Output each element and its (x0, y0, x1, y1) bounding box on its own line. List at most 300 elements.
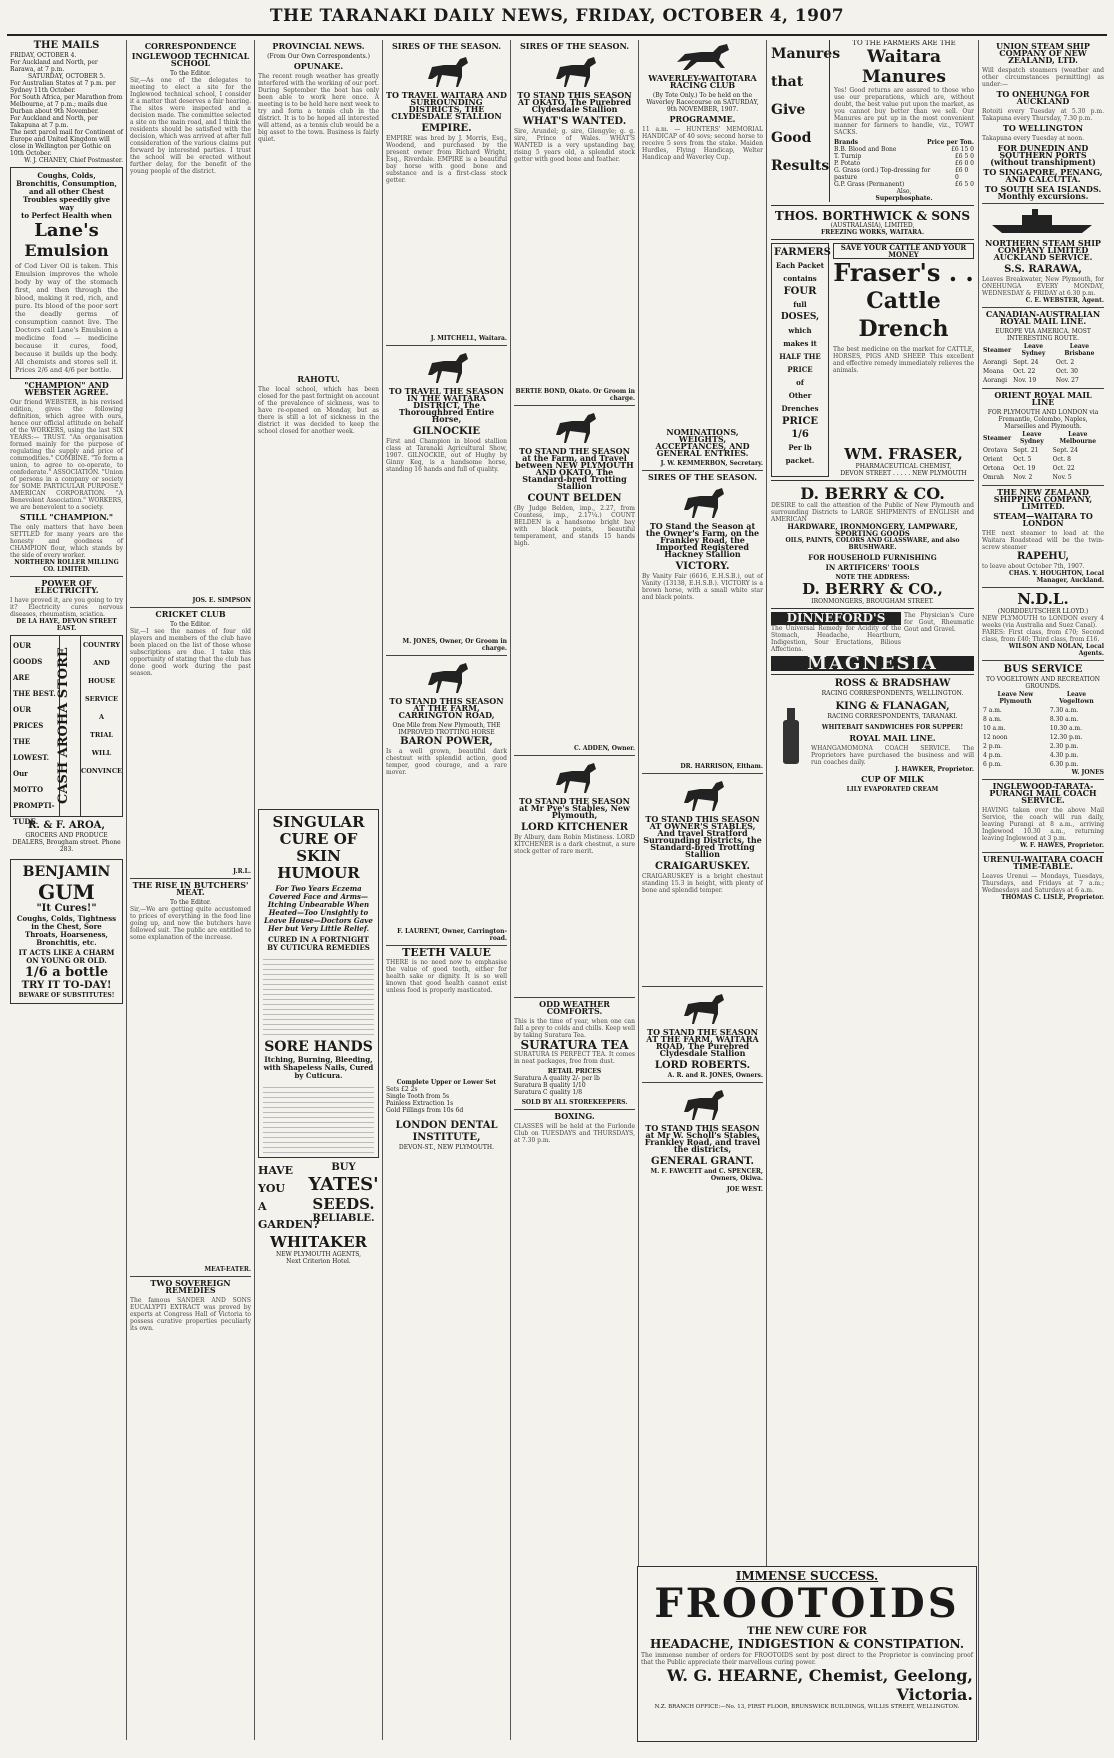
steam-body: THE next steamer to load at the Waitara Roadstead will be the twin-screw steamer (982, 530, 1104, 551)
fraser-name: WM. FRASER, (844, 445, 963, 463)
mails-line: FRIDAY, OCTOBER 4. (10, 52, 77, 59)
south-title: FOR DUNEDIN AND SOUTHERN PORTS (without transhipment) (990, 143, 1096, 167)
king-name: KING & FLANAGAN, (835, 701, 950, 712)
farmers-left-line: full (793, 300, 807, 309)
sires-header-3: SIRES OF THE SEASON. (647, 472, 758, 482)
manures-ad (771, 40, 974, 206)
table-cell: 8 a.m. (983, 716, 1002, 723)
columns (7, 40, 1107, 1740)
ndl-sub: (NORDDEUTSCHER LLOYD.) (997, 608, 1089, 615)
hardware-line: HARDWARE, IRONMONGERY, LAMPWARE, SPORTING GOODS (787, 522, 958, 538)
mails-line: SATURDAY, OCTOBER 5. (28, 73, 105, 80)
frootoids-sign: W. G. HEARNE, Chemist, Geelong, Victoria. (666, 1666, 973, 1704)
table-cell: 12 noon (983, 734, 1008, 741)
teeth-price: Gold Fillings from 10s 6d (386, 1107, 464, 1114)
column-header: Leave Sydney (1021, 343, 1046, 357)
benjamin-cures: "It Cures!" (36, 903, 97, 914)
column-2 (127, 40, 255, 1740)
yates-seeds-ad (258, 1162, 379, 1234)
lanes-line: and all other Chest (28, 187, 105, 196)
cuticura-text-block (263, 955, 374, 1035)
column-header: Leave Brisbane (1064, 343, 1095, 357)
count-name: COUNT BELDEN (527, 493, 622, 504)
remedies-title: TWO SOVEREIGN REMEDIES (150, 1278, 231, 1295)
table-cell: 6 p.m. (983, 761, 1003, 768)
orient-sub: FOR PLYMOUTH AND LONDON via Fremantle, Colombo, Naples, Marseilles and Plymouth. (987, 409, 1099, 430)
retail-prices (514, 1075, 635, 1096)
kitchener-body: By Albury, dam Robin Mistiness. LORD KITCHENER is a dark chestnut, a sure stock getter of rare merit. (514, 834, 635, 855)
table-row (982, 455, 1104, 464)
retail-price: Suratura B quality 1/10 (514, 1082, 586, 1089)
bus-sub: TO VOGELTOWN AND RECREATION GROUNDS. (985, 676, 1101, 690)
column-header: Leave Melbourne (1059, 431, 1097, 445)
table-cell: Aorangi (983, 359, 1008, 366)
dinneford-safest: The Physician's Cure for Gout, Rheumatic Gout and Gravel. (904, 612, 974, 633)
odd-weather-body: This is the time of year, when one can fall a prey to colds and chills. Keep well by taking Suratura Tea. (514, 1018, 635, 1039)
manures-body: Yes! Good returns are assured to those who use our preparations, which are, without doubt, the best value put upon the market, as you cannot buy better than we sell. Our Manures are put up in the most convenient manner for farmers to handle, viz., TOWT SACKS. (834, 87, 974, 136)
fraser-sub: PHARMACEUTICAL CHEMIST, (855, 463, 952, 470)
gilnockie-name: GILNOCKIE (412, 426, 481, 437)
table-cell: Sept. 24 (1013, 359, 1039, 366)
empire-title: TO TRAVEL WAITARA AND SURROUNDING DISTRICTS, THE CLYDESDALE STALLION (386, 90, 507, 121)
teeth-body: THERE is no need now to emphasise the value of good teeth, either for health sake or dignity. It is so well known that good health cannot exist unless food is properly masticated. (386, 959, 507, 994)
rarawa-body: Leaves Breakwater, New Plymouth, for ONEHUNGA EVERY MONDAY, WEDNESDAY & FRIDAY at 6.30 p.m. (982, 276, 1104, 297)
suratura-body: SURATURA IS PERFECT TEA. It comes in neat packages, free from dust. (514, 1051, 635, 1065)
wanted-body: Sire, Arundel; g. sire, Glengyle; g. g. sire, Prince of Wales. WHAT'S WANTED is a very upstanding bay, rising 5 years old, a splendid stock getter with good bone and feather. (514, 128, 635, 163)
table-cell: 6.30 p.m. (1049, 761, 1079, 768)
table-cell: 4.30 p.m. (1049, 752, 1079, 759)
table-cell: Sept. 24 (1052, 447, 1078, 454)
rarawa-name: S.S. RARAWA, (1004, 264, 1082, 275)
canadian-table (982, 342, 1104, 385)
gilnockie-body: First and Champion in blood stallion class at Taranaki Agricultural Show, 1907. GILNOCKIE, out of Hughy by Ginny Keg, is a handsome horse, standing 16 hands and full of quality. (386, 438, 507, 473)
new-cure-line: THE NEW CURE FOR (747, 1626, 867, 1637)
correspondence-header: CORRESPONDENCE (144, 41, 237, 51)
brand-name: G.P. Grass (Permanent) (834, 181, 905, 188)
houghton-sign: CHAS. Y. HOUGHTON, Local Manager, Auckland. (1008, 570, 1104, 584)
horse-icon (422, 349, 472, 385)
benjamin-gum-ad (10, 859, 123, 1004)
dental-addr: DEVON-ST., NEW PLYMOUTH. (398, 1144, 495, 1151)
sore-hands-title: SORE HANDS (264, 1039, 373, 1055)
table-cell: 2 p.m. (983, 743, 1003, 750)
cricket-editor: To the Editor. (169, 621, 212, 628)
teeth-price: Sets £2 2s (386, 1086, 418, 1093)
nz-shipping-title: THE NEW ZEALAND SHIPPING COMPANY, LIMITED. (993, 487, 1093, 511)
hawes-sign: W. F. HAWES, Proprietor. (1019, 842, 1104, 849)
racing-line-2: RACING CORRESPONDENTS, TARANAKI. (827, 713, 958, 720)
table-cell: Nov. 19 (1013, 377, 1037, 384)
grant-name: GENERAL GRANT. (651, 1156, 754, 1167)
baron-body: Is a well grown, beautiful dark chestnut with splendid action, good temper, good courage, and a rare mover. (386, 748, 507, 776)
table-cell: Nov. 5 (1052, 474, 1072, 481)
borthwick-sub: (AUSTRALASIA), LIMITED, (830, 222, 915, 229)
horse-icon (550, 409, 600, 445)
northern-title: NORTHERN STEAM SHIP COMPANY LIMITED AUCKLAND SERVICE. (985, 238, 1101, 262)
victory-name: VICTORY. (675, 561, 730, 572)
brand-name: P. Potato (834, 160, 861, 167)
wanted-name: WHAT'S WANTED. (522, 116, 627, 127)
wanted-title: TO STAND THIS SEASON AT OKATO, The Purebred Clydesdale Stallion (517, 90, 632, 114)
craig-title: TO STAND THIS SEASON AT OWNER'S STABLES, And travel Stratford Surrounding Districts, the Standard-bred Trotting Stallion (643, 814, 762, 859)
store-right-line: WILL (91, 749, 112, 757)
table-header-row (982, 342, 1104, 358)
dehaye-name: DE LA HAYE, DEVON STREET EAST. (16, 618, 117, 632)
baron-sub: One Mile from New Plymouth, THE IMPROVED TROTTING HORSE (392, 722, 501, 736)
yates-label: YATES' (308, 1174, 379, 1195)
benjamin-try: TRY IT TO-DAY! (21, 980, 112, 991)
manures-word: Manures (771, 46, 841, 62)
miller-name: NORTHERN ROLLER MILLING CO. LIMITED. (14, 559, 119, 573)
column-4 (383, 40, 511, 1740)
whitaker-addr: Next Criterion Hotel. (286, 1258, 351, 1265)
count-title: TO STAND THE SEASON at the Farm, and Travel between NEW PLYMOUTH AND OKATO, The Standard-bred Trotting Stallion (515, 446, 634, 491)
sold-by: SOLD BY ALL STOREKEEPERS. (521, 1099, 628, 1106)
farmers-left-line: of (796, 378, 804, 387)
bus-sign: W. JONES (1071, 769, 1104, 776)
table-cell: Nov. 27 (1055, 377, 1079, 384)
drench-body: The best medicine on the market for CATTLE, HORSES, PIGS AND SHEEP. This excellent and effective remedy immediately relieves the animals. (833, 346, 974, 374)
magnesia-banner: MAGNESIA (771, 656, 974, 671)
brand-row (834, 160, 974, 167)
table-row (982, 715, 1104, 724)
farmers-left-line: PRICE (787, 365, 813, 374)
table-cell: Oct. 22 (1052, 465, 1075, 472)
store-line: OUR (13, 705, 32, 714)
grant-sign: M. F. FAWCETT and C. SPENCER, Owners, Okiwa. (650, 1168, 763, 1182)
fraser-addr: DEVON STREET . . . . . NEW PLYMOUTH (840, 470, 967, 477)
horse-icon (550, 53, 600, 89)
table-row (982, 760, 1104, 769)
cricket-title: CRICKET CLUB (155, 609, 226, 619)
grant-title: TO STAND THIS SEASON at Mr W. Scholl's Stables, Frankley Road, and travel the districts, (644, 1123, 761, 1154)
also-label: Also, (896, 188, 912, 195)
roberts-sign: A. R. and R. JONES, Owners. (667, 1072, 763, 1079)
benjamin-acts: IT ACTS LIKE A CHARM ON YOUNG OR OLD. (18, 948, 115, 965)
champion-title: "CHAMPION" AND WEBSTER AGREE. (24, 380, 109, 397)
horse-icon (678, 990, 728, 1026)
lanes-product: Emulsion (24, 241, 109, 260)
uss-company: UNION STEAM SHIP COMPANY OF NEW ZEALAND, LTD. (996, 41, 1090, 65)
electricity-body: I have proved it, are you going to try it? Electricity cures nervous diseases, rheumatism, sciatica. (10, 597, 123, 618)
table-cell: 7.30 a.m. (1049, 707, 1079, 714)
store-right-line: TRIAL (90, 731, 113, 739)
orient-table (982, 430, 1104, 482)
table-row (982, 464, 1104, 473)
teeth-prices-title: Complete Upper or Lower Set (396, 1079, 497, 1086)
farmers-left-line: contains (783, 274, 817, 283)
price-label: Price per Ton. (926, 139, 974, 146)
table-cell: Orotava (983, 447, 1008, 454)
baron-sign: F. LAURENT, Owner, Carrington-road. (397, 928, 507, 942)
table-cell: Oct. 19 (1013, 465, 1036, 472)
table-row (982, 742, 1104, 751)
dinneford-label: DINNEFORD'S (771, 612, 901, 625)
benjamin-beware: BEWARE OF SUBSTITUTES! (18, 992, 115, 999)
mails-line: For Auckland and North, per Takapuna at 7 p.m. (10, 115, 98, 129)
column-3 (255, 40, 383, 1740)
manures-word: Results (771, 158, 830, 174)
teeth-prices (386, 1086, 507, 1114)
newspaper-page (7, 6, 1107, 1746)
store-line: PROMPTI- (13, 801, 55, 810)
column-header: Steamer (983, 434, 1012, 442)
table-cell: 4 p.m. (983, 752, 1003, 759)
retail-title: RETAIL PRICES (547, 1068, 602, 1075)
store-line: LOWEST. (13, 753, 50, 762)
store-line: PRICES (13, 721, 44, 730)
inglewood-title: INGLEWOOD TECHNICAL SCHOOL (131, 51, 250, 68)
steam-body-2: to leave about October 7th, 1907. (982, 563, 1085, 570)
farmers-left-line: DOSES, (780, 312, 820, 322)
table-row (982, 358, 1104, 367)
empire-sign: J. MITCHELL, Waitara. (430, 335, 507, 342)
bus-title: BUS SERVICE (1003, 664, 1083, 675)
mails-line: The next parcel mail for Continent of Europe and United Kingdom will close in Wellington per Gothic on 10th October. (10, 129, 123, 157)
lanes-line: Bronchitis, Consumption, (16, 179, 117, 188)
buy-label: BUY (331, 1162, 356, 1173)
cricket-sign: J.R.L. (233, 868, 251, 875)
count-sign: C. ADDEN, Owner. (573, 745, 635, 752)
table-row (982, 751, 1104, 760)
store-side-label: CASH AROHA STORE (59, 636, 81, 816)
baron-name: BARON POWER, (400, 736, 493, 747)
kitchener-name: LORD KITCHENER (520, 822, 629, 833)
gilnockie-sign: M. JONES, Owner, Or Groom in charge. (402, 638, 507, 652)
still-champion-body: The only matters that have been SETTLED for many years are the honesty and goodness of CHAMPION flour, which stands by the side of every worker. (10, 524, 123, 559)
horse-icon (422, 53, 472, 89)
column-1 (7, 40, 127, 1740)
column-header: Leave New Plymouth (997, 691, 1034, 705)
table-cell: 2.30 p.m. (1049, 743, 1079, 750)
joe-west: JOE WEST. (726, 1186, 763, 1193)
craig-body: CRAIGARUSKEY is a bright chestnut standing 15.3 in height, with plenty of bone and splendid temper. (642, 873, 763, 894)
horse-icon (550, 759, 600, 795)
wellington-title: TO WELLINGTON (1002, 123, 1084, 133)
column-6 (639, 40, 767, 1740)
still-champion-title: STILL "CHAMPION." (19, 512, 114, 522)
manures-word: Good (771, 130, 812, 146)
singapore-title: TO SINGAPORE, PENANG, AND CALCUTTA. (983, 167, 1103, 184)
lisle-sign: THOMAS C. LISLE, Proprietor. (1001, 894, 1104, 901)
table-cell: 10.30 a.m. (1049, 725, 1083, 732)
table-row (982, 446, 1104, 455)
horse-icon (678, 777, 728, 813)
garden-line: HAVE (258, 1164, 294, 1177)
racing-club-title: WAVERLEY-WAITOTARA RACING CLUB (648, 73, 757, 90)
brand-price: £6 5 0 (954, 153, 974, 160)
opunake-title: OPUNAKE. (293, 61, 344, 71)
table-cell: Nov. 2 (1013, 474, 1033, 481)
wanted-sign: BERTIE BOND, Okato. Or Groom in charge. (515, 388, 635, 402)
table-cell: Oct. 30 (1055, 368, 1078, 375)
nz-branch: N.Z. BRANCH OFFICE:—No. 13, FIRST FLOOR, BRUNSWICK BUILDINGS, WILLIS STREET, WELLINGTON. (654, 1704, 960, 1710)
butchers-body: Sir,—We are getting quite accustomed to prices of everything in the food line going up, and now the butchers have followed suit. The public are entitled to some explanation of the increase. (130, 906, 251, 941)
berry-sub: IRONMONGERS, BROUGHAM STREET. (771, 598, 974, 609)
urenui-title: URENUI-WAITARA COACH TIME-TABLE. (983, 854, 1103, 871)
teeth-price: Single Tooth from 5s (386, 1093, 450, 1100)
store-right-line: CONVINCE (81, 767, 122, 775)
superphosphate-label: Superphosphate. (875, 195, 933, 202)
brand-row (834, 167, 974, 181)
whitaker-name: WHITAKER (270, 1233, 367, 1251)
provincial-header: PROVINCIAL NEWS. (272, 41, 365, 51)
dental-name: LONDON DENTAL INSTITUTE, (395, 1120, 498, 1143)
victory-sign: DR. HARRISON, Eltham. (680, 763, 763, 770)
webster-sign: C. E. WEBSTER, Agent. (1025, 297, 1104, 304)
manures-word: Give (771, 102, 806, 118)
empire-name: EMPIRE. (421, 123, 472, 134)
butchers-editor: To the Editor. (169, 899, 212, 906)
artificers-line: IN ARTIFICERS' TOOLS (825, 563, 920, 572)
brand-price: £6 5 0 (954, 181, 974, 188)
royal-mail-title: ROYAL MAIL LINE. (849, 733, 936, 743)
mails-title: THE MAILS (33, 40, 100, 51)
frasers-drench-ad (771, 243, 974, 481)
craig-name: CRAIGARUSKEY. (655, 861, 750, 872)
retail-price: Suratura A quality 2/- per lb (514, 1075, 600, 1082)
lanes-line: Coughs, Colds, (37, 171, 96, 180)
nolan-sign: WILSON AND NOLAN, Local Agents. (1008, 643, 1104, 657)
waitara-manures: Waitara Manures (862, 47, 946, 87)
table-cell: Aorangi (983, 377, 1008, 384)
dinneford-ad (771, 612, 974, 653)
table-cell: 12.30 p.m. (1049, 734, 1083, 741)
frootoids-body: The immense number of orders for FROOTOIDS sent by post direct to the Proprietor is convincing proof that the Public appreciate their marvellous curing power. (641, 1652, 973, 1666)
farmers-left-line: FOUR (783, 286, 817, 297)
store-line: THE BEST. (13, 689, 56, 698)
electricity-title: POWER OF ELECTRICITY. (34, 578, 99, 595)
table-cell: 8.30 a.m. (1049, 716, 1079, 723)
onehunga-title: TO ONEHUNGA FOR AUCKLAND (996, 89, 1090, 106)
horse-icon (678, 484, 728, 520)
store-right-line: AND (93, 659, 110, 667)
inglewood-coach-title: INGLEWOOD-TARATA-PURANGI MAIL COACH SERVICE. (989, 781, 1097, 805)
column-header: Leave Sydney (1020, 431, 1044, 445)
ndl-title: N.D.L. (1017, 590, 1069, 608)
manures-word: that (771, 74, 804, 90)
retail-price: Suratura C quality 1/8 (514, 1089, 583, 1096)
racehorse-icon (673, 42, 733, 72)
masthead-title: THE TARANAKI DAILY NEWS, FRIDAY, OCTOBER 4, 1907 (269, 6, 845, 26)
ross-name: ROSS & BRADSHAW (834, 678, 951, 689)
save-line: SAVE YOUR CATTLE AND YOUR MONEY (833, 243, 974, 259)
nominations-sign: J. W. KEMMERBON, Secretary. (660, 460, 763, 467)
column-header: Leave Vogeltown (1059, 691, 1094, 705)
steamship-icon (982, 207, 1102, 235)
brand-price: £6 0 0 (954, 167, 969, 181)
table-cell: Omrah (983, 474, 1004, 481)
inglewood-body: Sir,—As one of the delegates to meeting to elect a site for the Inglewood technical school, I consider it a matter that deserves a fair hearing. The sites were inspected and a decision made. The committee selected a site on the main road, and I think the residents should be satisfied with the decision, which was arrived at after full consideration of the various claims put forward by interested parties. I trust the school will be erected without further delay, for the benefit of the young people of the district. (130, 77, 251, 175)
royal-mail-body: WHANGAMOMONA COACH SERVICE. The Proprietors have purchased the business and will run coaches daily. (811, 745, 974, 766)
racing-club-sub: (By Tote Only.) To be held on the Waverley Racecourse on SATURDAY, 9th NOVEMBER, 1907. (646, 92, 759, 113)
store-right-line: COUNTRY (82, 641, 121, 649)
odd-weather-title: ODD WEATHER COMFORTS. (539, 999, 610, 1016)
farmers-left-line: HALF THE (779, 352, 821, 361)
farmers-left-line: FARMERS (774, 247, 831, 258)
berry-title-2: D. BERRY & CO., (802, 580, 943, 598)
berry-title: D. BERRY & CO. (800, 484, 945, 503)
table-row (982, 706, 1104, 715)
table-row (982, 733, 1104, 742)
inglewood-sign: JOS. E. SIMPSON (192, 597, 251, 604)
cup-milk: CUP OF MILK (861, 774, 924, 784)
whitaker-sub: NEW PLYMOUTH AGENTS, (275, 1251, 362, 1258)
drench-title: Cattle Drench (858, 288, 949, 342)
ndl-fares: FARES: First class, from £70; Second class, from £40; Third class, from £16. (982, 629, 1104, 643)
freezing-works: FREEZING WORKS, WAITARA. (771, 229, 974, 240)
column-8 (979, 40, 1107, 1740)
garden-line: GARDEN? (258, 1218, 320, 1231)
table-cell: Moana (983, 368, 1004, 375)
note-address: NOTE THE ADDRESS: (835, 574, 910, 581)
orient-title: ORIENT ROYAL MAIL LINE (994, 390, 1092, 407)
store-right-line: HOUSE (87, 677, 116, 685)
whitebait-line: WHITEBAIT SANDWICHES FOR SUPPER! (821, 724, 964, 731)
victory-title: TO Stand the Season at the Owner's Farm, on the Frankley Road, the Imported Registered Hackney Stallion (645, 521, 760, 559)
racing-correspondents (771, 674, 974, 793)
household-line: FOR HOUSEHOLD FURNISHING (808, 553, 937, 562)
store-line: THE (13, 737, 31, 746)
lily-line: LILY EVAPORATED CREAM (846, 786, 939, 793)
reliable-label: RELIABLE. (312, 1213, 375, 1224)
frootoids-title: FROOTOIDS (654, 1580, 960, 1627)
immense-success: IMMENSE SUCCESS. (735, 1569, 879, 1583)
roberts-title: TO STAND THE SEASON AT THE FARM, WAITARA ROAD, The Purebred Clydesdale Stallion (646, 1027, 759, 1058)
mails-line: For Australian States at 7 p.m. per Sydney 11th October. (10, 80, 116, 94)
seeds-label: SEEDS. (312, 1195, 375, 1213)
store-line: Our MOTTO (13, 769, 44, 794)
boxing-title: BOXING. (554, 1111, 595, 1121)
aroa-name: R. & F. AROA, (28, 820, 105, 831)
mails-line: For South Africa, per Marathon from Melbourne, at 7 p.m.; mails due Durban about 9th November. (10, 94, 123, 115)
benjamin-body: Coughs, Colds, Tightness in the Chest, Sore Throats, Hoarseness, Bronchitis, etc. (16, 914, 117, 947)
frasers-title: Fraser's . . (833, 258, 974, 287)
lanes-line: to Perfect Health when (21, 211, 112, 220)
store-line: TUDE. (13, 817, 39, 826)
farmers-left-line: Other Drenches (781, 391, 819, 413)
horse-icon (678, 1086, 728, 1122)
table-cell: Ortona (983, 465, 1005, 472)
inglewood-coach-body: HAVING taken over the above Mail Service, the coach will run daily, leaving Purangi at 8 a.m., arriving Inglewood 10.30 a.m., returning leaving Inglewood at 3 p.m. (982, 807, 1104, 842)
mails-list (10, 52, 123, 164)
champion-body: Our friend WEBSTER, in his revised edition, gives the following definition, which agree with ours, hence our official attitude on behalf of the WORKERS, using the last SIX YEARS:— TRUST. "An organisation formed mainly for the purpose of regulating the supply and price of commodities." COMBINE. "To form a union, to agree to co-operate, to confederate." ASSOCIATION. "Union of persons in a company or society for SOME PARTICULAR PURPOSE." AMERICAN CORPORATION. "A Benevolent Association." WORKERS, we are benevolent to a society. (10, 399, 123, 511)
ndl-body: NEW PLYMOUTH to LONDON every 4 weeks (via Australia and Suez Canal). (982, 615, 1104, 629)
table-cell: Oct. 5 (1013, 456, 1032, 463)
lanes-emulsion-ad (10, 167, 123, 379)
brand-name: G. Grass (ord.) Top-dressing for pasture (834, 167, 931, 181)
editor-line: To the Editor. (169, 70, 212, 77)
brand-row (834, 181, 974, 188)
skin-cure-title: SINGULAR CURE OF SKIN HUMOUR (272, 813, 365, 882)
cuticura-ad (258, 809, 379, 1158)
table-header-row (982, 430, 1104, 446)
masthead (7, 6, 1107, 36)
brands-label: Brands (834, 139, 859, 146)
lanes-line: Troubles speedily give way (22, 195, 111, 212)
table-cell: 7 a.m. (983, 707, 1002, 714)
provincial-subheader: (From Our Own Correspondents.) (267, 53, 370, 60)
borthwick-name: THOS. BORTHWICK & SONS (774, 209, 971, 223)
table-cell: Oct. 2 (1055, 359, 1075, 366)
cured-line: CURED IN A FORTNIGHT BY CUTICURA REMEDIES (267, 935, 370, 952)
farmers-left-line: which (788, 326, 812, 335)
store-right-line: SERVICE (84, 695, 119, 703)
table-cell: 10 a.m. (983, 725, 1006, 732)
column-7 (767, 40, 979, 1740)
rahotu-title: RAHOTU. (297, 374, 340, 384)
table-header-row (982, 690, 1104, 706)
